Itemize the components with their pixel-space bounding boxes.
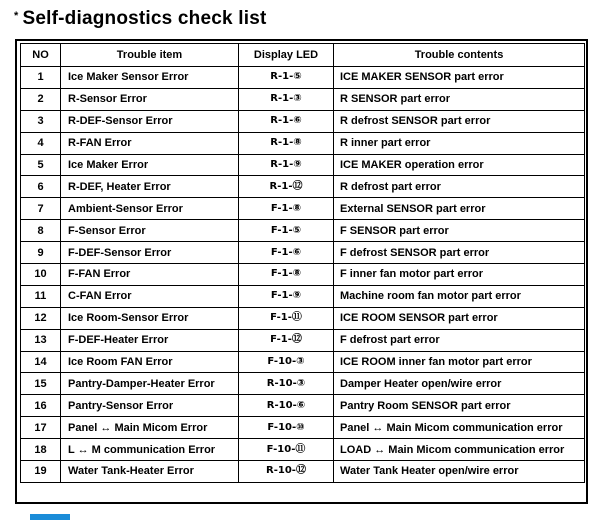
cell-no: 11 (21, 285, 61, 307)
table-row (21, 395, 585, 417)
cell-no: 10 (21, 264, 61, 286)
table-row (21, 285, 585, 307)
table-row (21, 88, 585, 110)
table-row (21, 264, 585, 286)
cell-display-led: F-1-⑥ (239, 242, 334, 264)
cell-display-led: F-10-③ (239, 351, 334, 373)
table-row (21, 307, 585, 329)
cell-no: 13 (21, 329, 61, 351)
cell-no: 19 (21, 461, 61, 483)
cell-no: 7 (21, 198, 61, 220)
cell-trouble-item: Ice Room-Sensor Error (61, 307, 239, 329)
cell-trouble-item: F-Sensor Error (61, 220, 239, 242)
cell-trouble-contents: LOAD ↔ Main Micom communication error (334, 439, 585, 461)
cell-trouble-contents: R SENSOR part error (334, 88, 585, 110)
table-row (21, 154, 585, 176)
cell-no: 18 (21, 439, 61, 461)
scroll-indicator (30, 514, 70, 520)
cell-trouble-contents: F inner fan motor part error (334, 264, 585, 286)
cell-trouble-item: Panel ↔ Main Micom Error (61, 417, 239, 439)
table-row (21, 110, 585, 132)
cell-no: 1 (21, 67, 61, 89)
page-title (14, 8, 267, 30)
cell-display-led: R-1-⑫ (239, 176, 334, 198)
table-row (21, 132, 585, 154)
column-header-no: NO (21, 44, 61, 67)
cell-trouble-contents: ICE MAKER SENSOR part error (334, 67, 585, 89)
cell-display-led: R-1-③ (239, 88, 334, 110)
column-header-contents: Trouble contents (334, 44, 585, 67)
diagnostics-table (20, 43, 585, 483)
cell-trouble-contents: F defrost part error (334, 329, 585, 351)
cell-trouble-item: Pantry-Damper-Heater Error (61, 373, 239, 395)
cell-trouble-item: Ice Maker Error (61, 154, 239, 176)
heading-bullet: * (14, 10, 19, 22)
cell-display-led: R-1-⑤ (239, 67, 334, 89)
cell-display-led: F-1-⑫ (239, 329, 334, 351)
cell-no: 17 (21, 417, 61, 439)
cell-no: 8 (21, 220, 61, 242)
cell-no: 9 (21, 242, 61, 264)
cell-no: 5 (21, 154, 61, 176)
column-header-led: Display LED (239, 44, 334, 67)
cell-trouble-contents: R defrost part error (334, 176, 585, 198)
cell-no: 3 (21, 110, 61, 132)
cell-trouble-item: Ice Room FAN Error (61, 351, 239, 373)
cell-trouble-contents: R defrost SENSOR part error (334, 110, 585, 132)
table-row (21, 67, 585, 89)
table-row (21, 242, 585, 264)
table-header-row (21, 44, 585, 67)
cell-trouble-contents: Water Tank Heater open/wire error (334, 461, 585, 483)
table-row (21, 439, 585, 461)
cell-trouble-item: F-DEF-Sensor Error (61, 242, 239, 264)
table-row (21, 417, 585, 439)
cell-trouble-item: R-DEF, Heater Error (61, 176, 239, 198)
cell-no: 14 (21, 351, 61, 373)
cell-trouble-contents: Machine room fan motor part error (334, 285, 585, 307)
cell-trouble-item: F-FAN Error (61, 264, 239, 286)
page-title-text: Self-diagnostics check list (22, 8, 267, 29)
cell-trouble-contents: Pantry Room SENSOR part error (334, 395, 585, 417)
cell-trouble-contents: F defrost SENSOR part error (334, 242, 585, 264)
table-body (21, 67, 585, 483)
cell-no: 4 (21, 132, 61, 154)
cell-trouble-item: R-FAN Error (61, 132, 239, 154)
cell-display-led: F-10-⑪ (239, 439, 334, 461)
cell-trouble-contents: ICE ROOM SENSOR part error (334, 307, 585, 329)
cell-no: 6 (21, 176, 61, 198)
cell-trouble-contents: ICE MAKER operation error (334, 154, 585, 176)
table-row (21, 329, 585, 351)
cell-trouble-item: Pantry-Sensor Error (61, 395, 239, 417)
cell-trouble-item: C-FAN Error (61, 285, 239, 307)
cell-trouble-contents: Damper Heater open/wire error (334, 373, 585, 395)
cell-no: 15 (21, 373, 61, 395)
cell-display-led: F-1-⑧ (239, 198, 334, 220)
cell-display-led: F-10-⑩ (239, 417, 334, 439)
cell-no: 12 (21, 307, 61, 329)
cell-display-led: R-10-⑫ (239, 461, 334, 483)
cell-trouble-item: Ambient-Sensor Error (61, 198, 239, 220)
cell-display-led: R-1-⑧ (239, 132, 334, 154)
cell-trouble-contents: Panel ↔ Main Micom communication error (334, 417, 585, 439)
cell-trouble-contents: External SENSOR part error (334, 198, 585, 220)
table-row (21, 198, 585, 220)
cell-display-led: F-1-⑨ (239, 285, 334, 307)
cell-display-led: R-10-⑥ (239, 395, 334, 417)
cell-display-led: F-1-⑪ (239, 307, 334, 329)
cell-trouble-item: Water Tank-Heater Error (61, 461, 239, 483)
cell-trouble-contents: F SENSOR part error (334, 220, 585, 242)
cell-display-led: R-1-⑨ (239, 154, 334, 176)
table-row (21, 461, 585, 483)
table-row (21, 373, 585, 395)
cell-no: 2 (21, 88, 61, 110)
cell-trouble-contents: ICE ROOM inner fan motor part error (334, 351, 585, 373)
cell-trouble-item: L ↔ M communication Error (61, 439, 239, 461)
cell-trouble-item: Ice Maker Sensor Error (61, 67, 239, 89)
cell-display-led: F-1-⑧ (239, 264, 334, 286)
cell-no: 16 (21, 395, 61, 417)
table-row (21, 220, 585, 242)
cell-trouble-contents: R inner part error (334, 132, 585, 154)
column-header-item: Trouble item (61, 44, 239, 67)
cell-display-led: R-10-③ (239, 373, 334, 395)
table-row (21, 176, 585, 198)
cell-display-led: R-1-⑥ (239, 110, 334, 132)
table-row (21, 351, 585, 373)
cell-trouble-item: R-Sensor Error (61, 88, 239, 110)
cell-trouble-item: F-DEF-Heater Error (61, 329, 239, 351)
cell-trouble-item: R-DEF-Sensor Error (61, 110, 239, 132)
cell-display-led: F-1-⑤ (239, 220, 334, 242)
